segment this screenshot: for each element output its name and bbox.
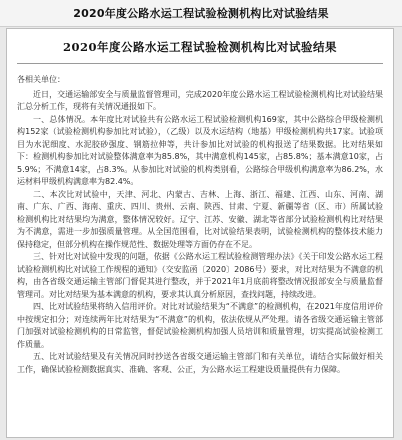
window-title: 2020年度公路水运工程试验检测机构比对试验结果 (73, 7, 329, 20)
document-title: 2020年度公路水运工程试验检测机构比对试验结果 (17, 39, 383, 64)
paragraph-3: 二、本次比对试验中，天津、河北、内蒙古、吉林、上海、浙江、福建、江西、山东、河南、湖南、广东、广西、海南、重庆、四川、贵州、云南、陕西、甘肃、宁夏、新疆等省（区、市）所属试验检测机构比对结果均为满意，整体情况较好。辽宁、江苏、安徽、湖北等省部分试验检测机构比对结果为不满意，需进一步加强质量管理。从全国范围看，比对试验结果表明，试验检测机构的整体技术能力保持稳定，但部分机构在操作规范性、数据处理等方面仍存在不足。 (17, 189, 383, 249)
paragraph-5: 四、比对试验结果将纳入信用评价。对比对试验结果为“不满意”的检测机构，在2021年度信用评价中按规定扣分；对连续两年比对结果为“不满意”的机构，依法依规从严处理。请各省级交通运输主管部门加强对试验检测机构的日常监管，督促试验检测机构加强人员培训和质量管理，切实提高试验检测工作质量。 (17, 302, 383, 349)
paragraph-1: 近日，交通运输部安全与质量监督管理司，完成2020年度公路水运工程试验检测机构比对试验结果汇总分析工作，现将有关情况通报如下。 (17, 89, 383, 111)
document-body (17, 74, 383, 376)
document-sheet (6, 28, 394, 438)
salutation: 各相关单位： (17, 75, 65, 84)
paragraph-4: 三、针对比对试验中发现的问题，依据《公路水运工程试验检测管理办法》《关于印发公路水运工程试验检测机构比对试验工作规程的通知》（交安监函〔2020〕2086号）要求，对比对结果为不满意的机构，由各省级交通运输主管部门督促其进行整改，并于2021年1月底前将整改情况报部安全与质量监督管理司。对比对结果为基本满意的机构，要求其认真分析原因，查找问题，持续改进。 (17, 252, 383, 299)
top-title-bar (0, 0, 402, 27)
paragraph-2: 一、总体情况。本年度比对试验共有公路水运工程试验检测机构169家，其中公路综合甲级检测机构152家（试验检测机构参加比对试验），（乙级）以及水运结构（地基）甲级检测机构共17家。试验项目为水泥细度、水泥胶砂强度、钢筋拉伸等，共计参加比对试验的机构报送了结果数据。比对结果如下：检测机构参加比对试验整体满意率为85.8%，其中满意机构145家，占85.8%；基本满意10家，占5.9%；不满意14家，占8.3%。从参加比对试验的机构类别看，公路综合甲级机构满意率为86.2%，水运材料甲级机构满意率为82.4%。 (17, 114, 383, 186)
paragraph-6: 五、比对试验结果及有关情况同时抄送各省级交通运输主管部门和有关单位，请结合实际做好相关工作，确保试验检测数据真实、准确、客观、公正，为公路水运工程建设质量提供有力保障。 (17, 352, 383, 374)
